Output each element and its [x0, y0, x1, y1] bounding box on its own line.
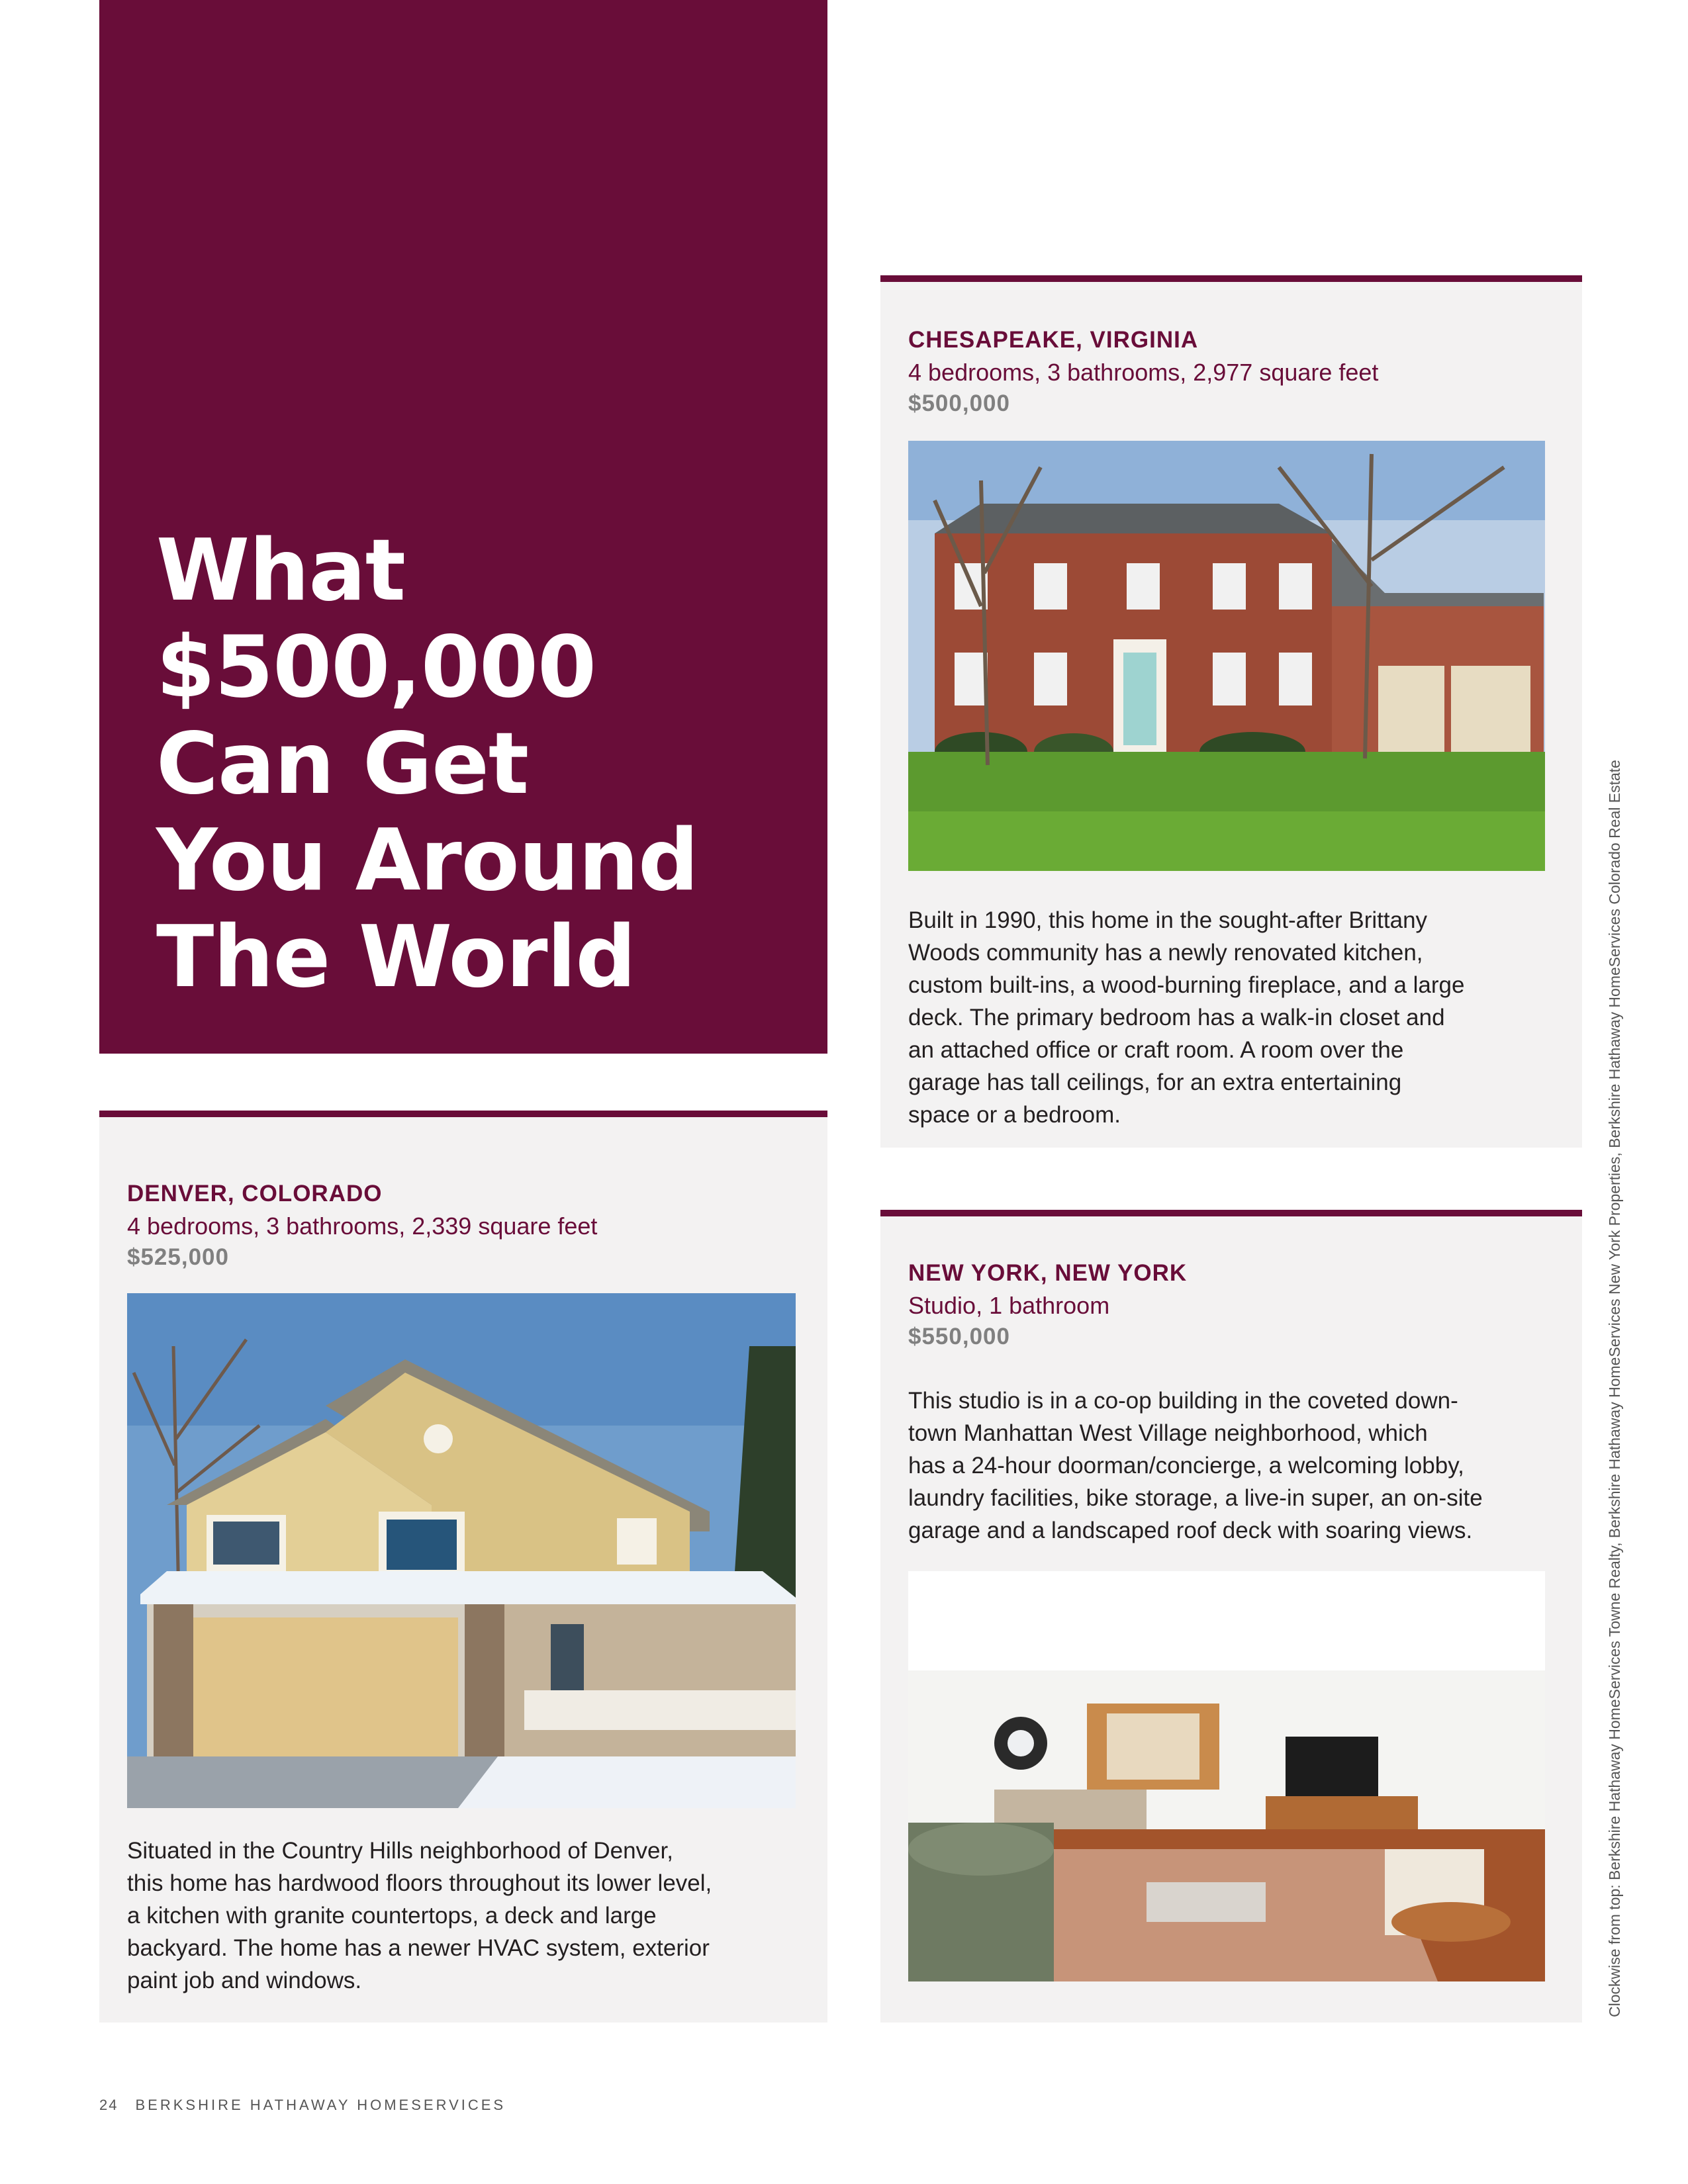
description-line: Woods community has a newly renovated kitchen,: [908, 940, 1423, 966]
listing-description: [908, 904, 1464, 1131]
description-line: laundry facilities, bike storage, a live-in super, an on-site: [908, 1485, 1483, 1511]
description-line: Built in 1990, this home in the sought-after Brittany: [908, 907, 1428, 933]
listing-specs: Studio, 1 bathroom: [908, 1292, 1110, 1319]
description-line: town Manhattan West Village neighborhood, which: [908, 1420, 1428, 1446]
description-line: custom built-ins, a wood-burning fireplace, and a large: [908, 972, 1465, 998]
listing-description: [908, 1385, 1483, 1547]
publication-name: BERKSHIRE HATHAWAY HOMESERVICES: [135, 2097, 506, 2113]
listing-price: $550,000: [908, 1324, 1010, 1349]
description-line: deck. The primary bedroom has a walk-in closet and: [908, 1005, 1445, 1030]
description-line: garage and a landscaped roof deck with soaring views.: [908, 1518, 1473, 1543]
title-line: $500,000: [156, 618, 596, 717]
page-number: 24: [99, 2097, 118, 2113]
description-line: has a 24-hour doorman/concierge, a welcoming lobby,: [908, 1453, 1464, 1479]
house-photo-denver: [127, 1293, 796, 1808]
listing-description: [127, 1835, 712, 1997]
apartment-photo-newyork: [908, 1571, 1545, 1981]
description-line: paint job and windows.: [127, 1968, 362, 1993]
description-line: backyard. The home has a newer HVAC system, exterior: [127, 1935, 710, 1961]
listing-card-chesapeake: [880, 275, 1582, 1148]
listing-city: NEW YORK, NEW YORK: [908, 1260, 1188, 1286]
listing-card-denver: [99, 1111, 827, 2023]
description-line: a kitchen with granite countertops, a deck and large: [127, 1903, 657, 1929]
description-line: This studio is in a co-op building in the coveted down-: [908, 1388, 1458, 1414]
description-line: space or a bedroom.: [908, 1102, 1121, 1128]
description-line: garage has tall ceilings, for an extra entertaining: [908, 1069, 1402, 1095]
description-line: an attached office or craft room. A room over the: [908, 1037, 1404, 1063]
page-title: [156, 523, 792, 1006]
description-line: this home has hardwood floors throughout its lower level,: [127, 1870, 712, 1896]
title-line: Can Get: [156, 715, 529, 813]
page-footer: [99, 2097, 506, 2114]
house-photo-chesapeake: [908, 441, 1545, 871]
listing-price: $525,000: [127, 1244, 229, 1270]
listing-city: DENVER, COLORADO: [127, 1181, 383, 1206]
listing-specs: 4 bedrooms, 3 bathrooms, 2,339 square feet: [127, 1212, 598, 1240]
listing-price: $500,000: [908, 390, 1010, 416]
title-line: What: [156, 522, 405, 620]
title-line: You Around: [156, 811, 698, 910]
title-line: The World: [156, 908, 635, 1007]
photo-credit: Clockwise from top: Berkshire Hathaway HomeServices Towne Realty, Berkshire Hathaway HomeServices New York Properties, Berkshire Hathaway HomeServices Colorado Real Estate: [1606, 760, 1623, 2017]
listing-specs: 4 bedrooms, 3 bathrooms, 2,977 square feet: [908, 359, 1379, 386]
listing-city: CHESAPEAKE, VIRGINIA: [908, 327, 1199, 353]
listing-card-newyork: [880, 1210, 1582, 2023]
description-line: Situated in the Country Hills neighborhood of Denver,: [127, 1838, 673, 1864]
